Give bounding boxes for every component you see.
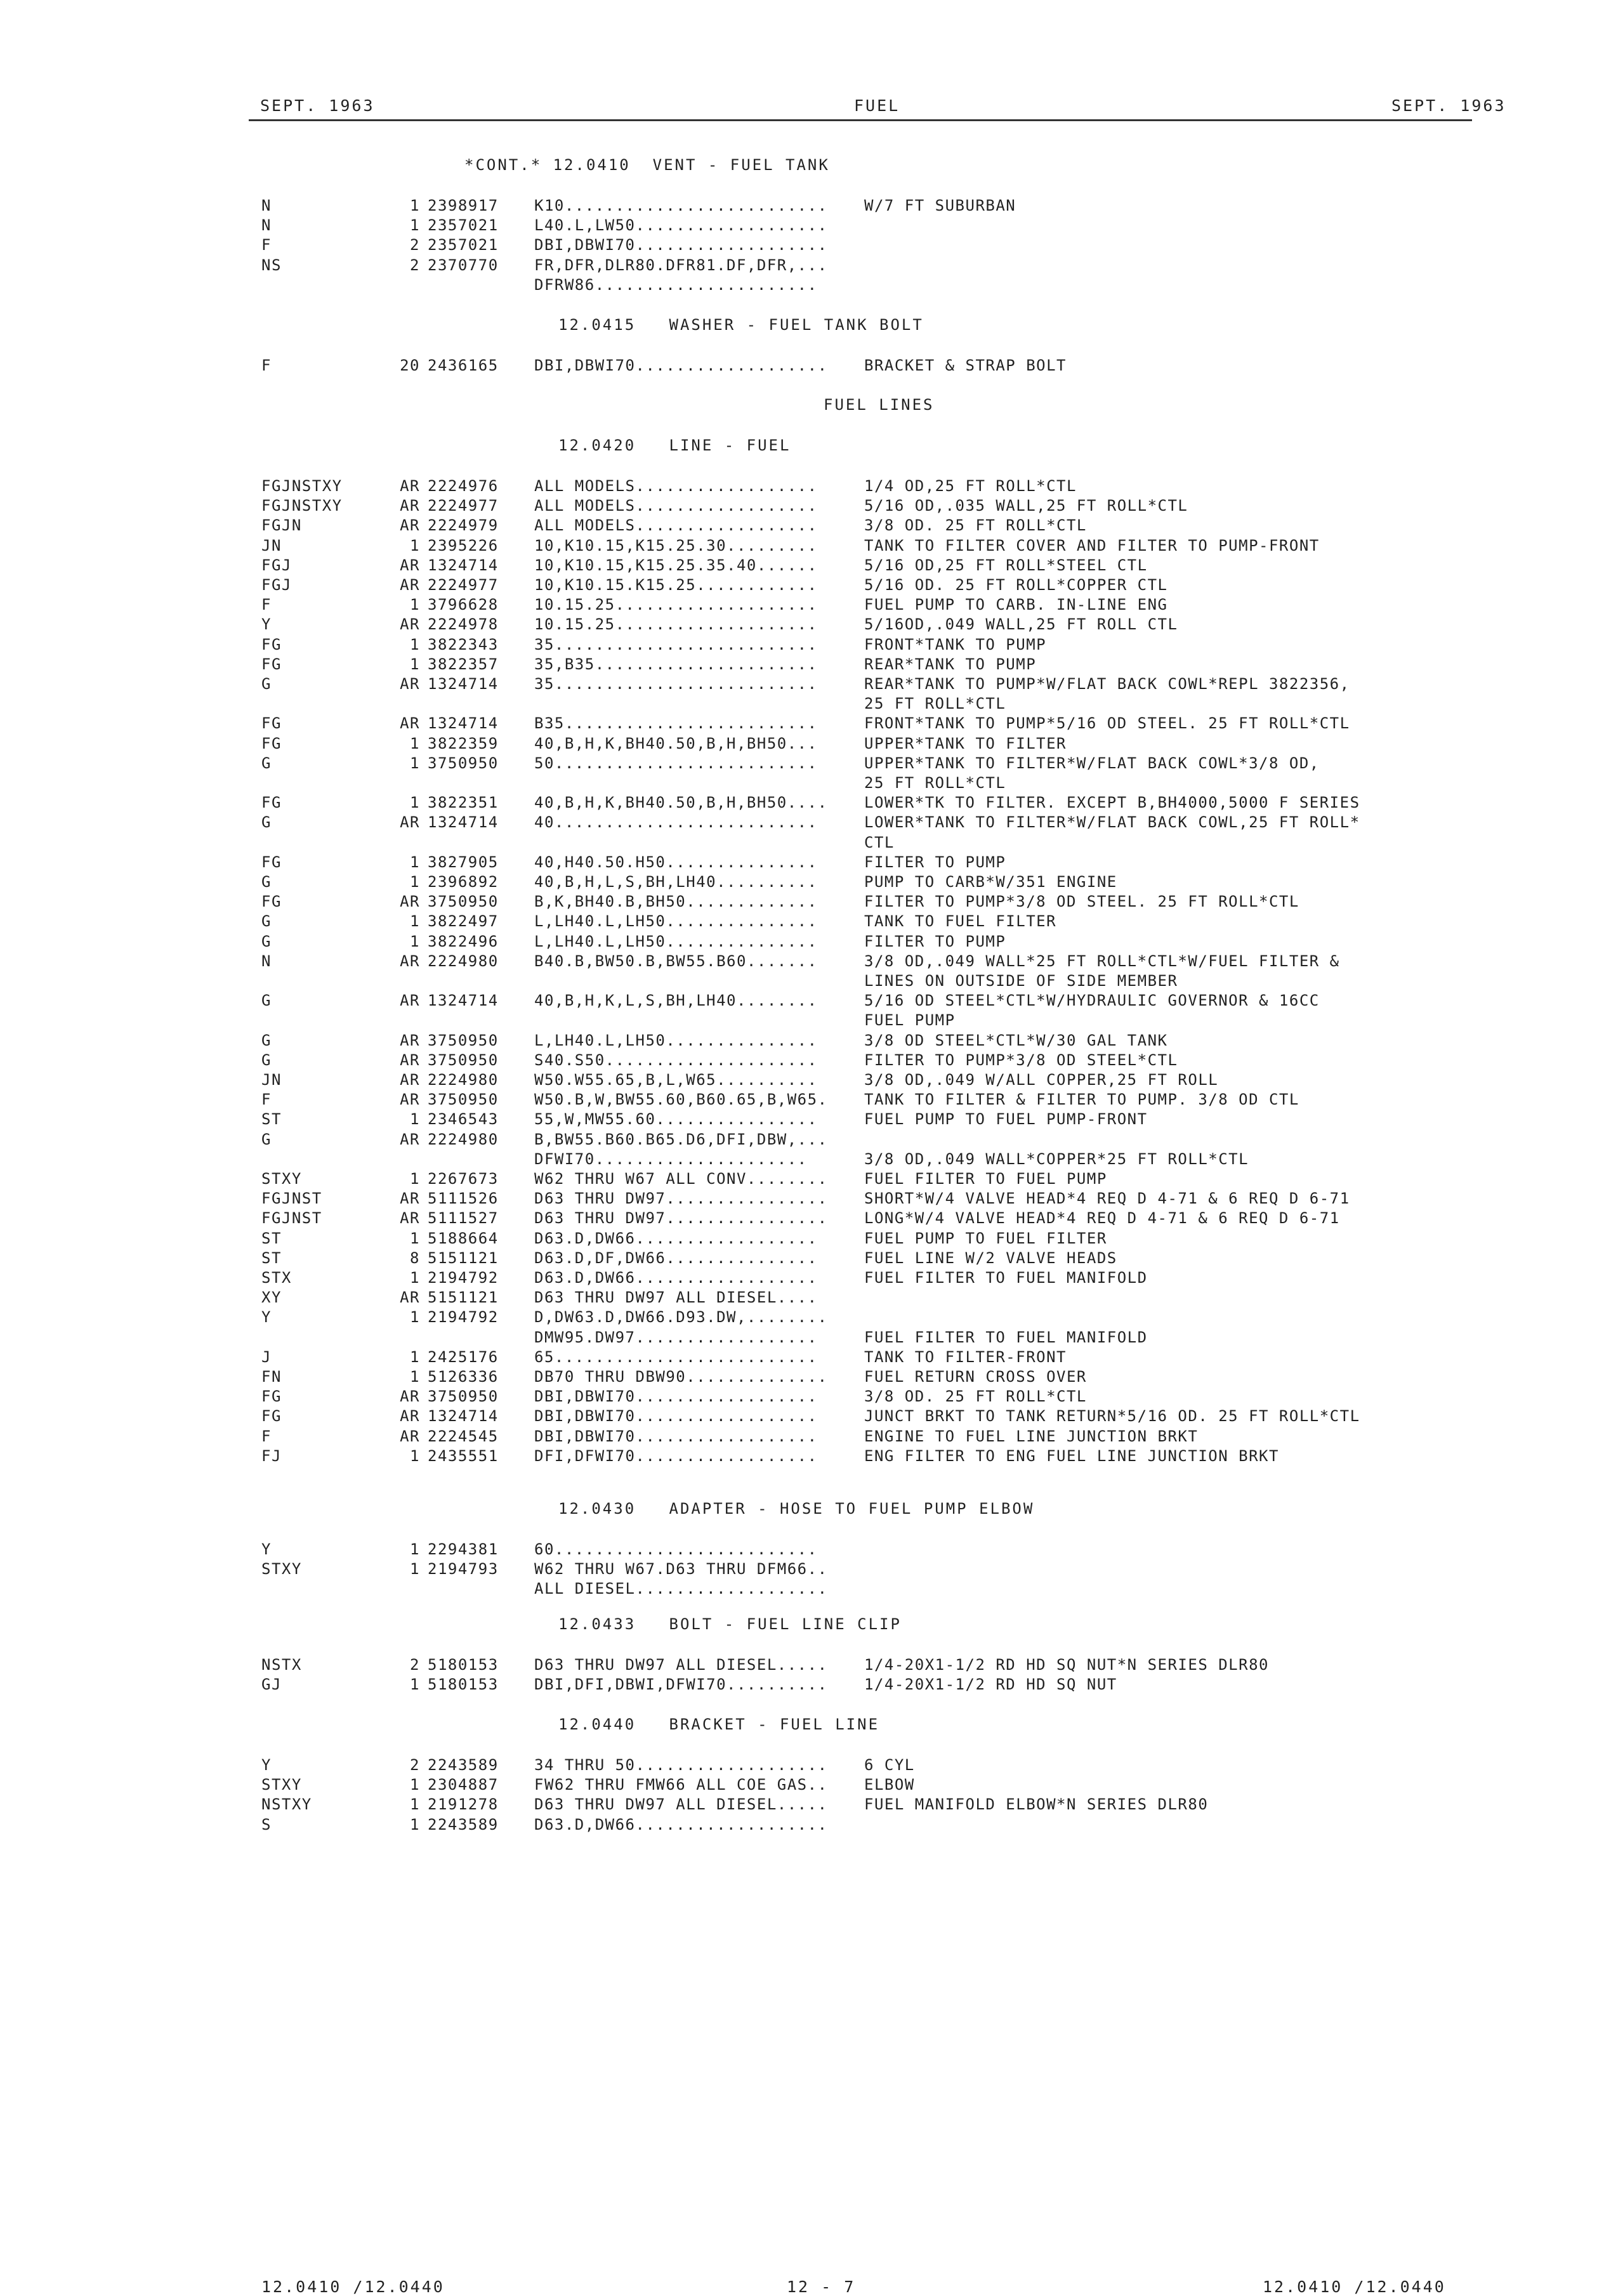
- series-code: Y: [261, 1540, 272, 1558]
- model-list: DBI,DBWI70...................: [534, 236, 828, 254]
- part-note: ENGINE TO FUEL LINE JUNCTION BRKT: [864, 1427, 1199, 1445]
- part-note: FUEL PUMP TO FUEL PUMP-FRONT: [864, 1110, 1148, 1129]
- part-note: FUEL MANIFOLD ELBOW*N SERIES DLR80: [864, 1795, 1209, 1814]
- part-number: 2346543: [428, 1110, 499, 1129]
- model-list: K10..........................: [534, 197, 828, 214]
- part-number: 2435551: [428, 1446, 499, 1465]
- series-code: STX: [261, 1269, 292, 1287]
- series-code: G: [261, 675, 272, 693]
- series-code: FGJ: [261, 556, 292, 574]
- series-code: N: [261, 952, 272, 970]
- part-number: 5180153: [428, 1656, 499, 1674]
- part-number: 3750950: [428, 1031, 499, 1049]
- quantity: 1: [410, 1815, 420, 1834]
- part-note: FUEL PUMP: [864, 1011, 956, 1030]
- series-code: FGJN: [261, 516, 302, 535]
- quantity: 1: [410, 873, 420, 891]
- part-note: ELBOW: [864, 1776, 915, 1794]
- header-rule: [249, 119, 1472, 121]
- part-number: 2224977: [428, 497, 499, 515]
- part-number: 5126336: [428, 1368, 499, 1386]
- part-note: TANK TO FILTER & FILTER TO PUMP. 3/8 OD CTL: [864, 1091, 1299, 1109]
- model-list: D63.D,DW66...................: [534, 1815, 828, 1834]
- part-number: 5151121: [428, 1249, 499, 1267]
- section-title: FUEL LINES: [824, 396, 935, 414]
- part-note: 3/8 OD STEEL*CTL*W/30 GAL TANK: [864, 1031, 1168, 1049]
- model-list: DB70 THRU DBW90..............: [534, 1368, 828, 1386]
- part-number: 5151121: [428, 1289, 499, 1307]
- part-number: 2425176: [428, 1348, 499, 1366]
- series-code: STXY: [261, 1170, 302, 1188]
- part-note: UPPER*TANK TO FILTER*W/FLAT BACK COWL*3/8 OD,: [864, 754, 1320, 772]
- part-note: CTL: [864, 833, 895, 851]
- quantity: 1: [410, 853, 420, 871]
- part-note: TANK TO FILTER-FRONT: [864, 1348, 1067, 1366]
- part-number: 2357021: [428, 216, 499, 235]
- quantity: AR: [400, 1387, 420, 1406]
- model-list: D,DW63.D,DW66.D93.DW,........: [534, 1308, 828, 1327]
- model-list: 40..........................: [534, 813, 818, 832]
- part-note: UPPER*TANK TO FILTER: [864, 734, 1067, 752]
- part-note: TANK TO FUEL FILTER: [864, 912, 1057, 931]
- model-list: 50..........................: [534, 754, 818, 772]
- model-list: FR,DFR,DLR80.DFR81.DF,DFR,...: [534, 256, 828, 274]
- series-code: FGJNST: [261, 1209, 322, 1228]
- part-note: 3/8 OD. 25 FT ROLL*CTL: [864, 516, 1087, 535]
- part-note: FUEL LINE W/2 VALVE HEADS: [864, 1249, 1117, 1267]
- quantity: 1: [410, 197, 420, 214]
- quantity: 1: [410, 1540, 420, 1558]
- model-list: W62 THRU W67.D63 THRU DFM66..: [534, 1560, 828, 1578]
- part-number: 1324714: [428, 714, 499, 733]
- part-number: 3750950: [428, 754, 499, 772]
- quantity: 1: [410, 1269, 420, 1287]
- series-code: FGJ: [261, 576, 292, 594]
- model-list: D63 THRU DW97................: [534, 1190, 828, 1208]
- part-note: FUEL PUMP TO CARB. IN-LINE ENG: [864, 596, 1168, 614]
- part-note: 5/16OD,.049 WALL,25 FT ROLL CTL: [864, 615, 1178, 634]
- footer-range-right: 12.0410 /12.0440: [1263, 2278, 1446, 2296]
- part-note: 3/8 OD,.049 WALL*25 FT ROLL*CTL*W/FUEL FILTER &: [864, 952, 1340, 970]
- part-number: 2398917: [428, 197, 499, 214]
- part-number: 2224545: [428, 1427, 499, 1445]
- series-code: Y: [261, 1308, 272, 1327]
- model-list: L,LH40.L,LH50...............: [534, 932, 818, 950]
- model-list: DBI,DBWI70..................: [534, 1387, 818, 1406]
- quantity: 1: [410, 1110, 420, 1129]
- series-code: G: [261, 992, 272, 1010]
- series-code: F: [261, 357, 272, 374]
- quantity: AR: [400, 893, 420, 911]
- part-number: 2294381: [428, 1540, 499, 1558]
- quantity: AR: [400, 1190, 420, 1208]
- part-note: 3/8 OD,.049 W/ALL COPPER,25 FT ROLL: [864, 1071, 1219, 1089]
- series-code: NSTXY: [261, 1795, 312, 1814]
- part-number: 3750950: [428, 1387, 499, 1406]
- model-list: 35,B35......................: [534, 655, 818, 673]
- part-note: FUEL FILTER TO FUEL MANIFOLD: [864, 1328, 1148, 1346]
- quantity: 1: [410, 655, 420, 673]
- footer-page-number: 12 - 7: [787, 2278, 856, 2296]
- part-note: 6 CYL: [864, 1756, 915, 1774]
- model-list: DMW95.DW97..................: [534, 1328, 818, 1346]
- model-list: 60..........................: [534, 1540, 818, 1558]
- section-title: 12.0415 WASHER - FUEL TANK BOLT: [558, 316, 924, 334]
- quantity: AR: [400, 1031, 420, 1049]
- part-note: 25 FT ROLL*CTL: [864, 695, 1006, 713]
- series-code: FGJNSTXY: [261, 477, 343, 495]
- quantity: AR: [400, 1130, 420, 1148]
- quantity: AR: [400, 1071, 420, 1089]
- quantity: AR: [400, 1289, 420, 1307]
- series-code: J: [261, 1348, 272, 1366]
- part-note: PUMP TO CARB*W/351 ENGINE: [864, 873, 1117, 891]
- part-note: 25 FT ROLL*CTL: [864, 774, 1006, 792]
- part-number: 2396892: [428, 873, 499, 891]
- section-title: 12.0430 ADAPTER - HOSE TO FUEL PUMP ELBOW: [558, 1500, 1035, 1518]
- part-number: 3827905: [428, 853, 499, 871]
- model-list: 55,W,MW55.60................: [534, 1110, 818, 1129]
- section-title: 12.0440 BRACKET - FUEL LINE: [558, 1715, 880, 1733]
- model-list: L,LH40.L,LH50...............: [534, 912, 818, 931]
- quantity: AR: [400, 497, 420, 515]
- part-number: 2243589: [428, 1815, 499, 1834]
- quantity: AR: [400, 992, 420, 1010]
- quantity: AR: [400, 615, 420, 634]
- part-number: 3750950: [428, 1051, 499, 1069]
- part-number: 3796628: [428, 596, 499, 614]
- model-list: 10,K10.15,K15.25.30.........: [534, 536, 818, 554]
- quantity: 2: [410, 1656, 420, 1674]
- part-note: ENG FILTER TO ENG FUEL LINE JUNCTION BRKT: [864, 1446, 1279, 1465]
- series-code: FG: [261, 893, 282, 911]
- model-list: L40.L,LW50...................: [534, 216, 828, 235]
- quantity: 1: [410, 1348, 420, 1366]
- section-title: *CONT.* 12.0410 VENT - FUEL TANK: [464, 156, 830, 174]
- part-note: 1/4 OD,25 FT ROLL*CTL: [864, 477, 1077, 495]
- series-code: FGJNSTXY: [261, 497, 343, 515]
- series-code: FG: [261, 1387, 282, 1406]
- part-number: 5188664: [428, 1229, 499, 1247]
- quantity: 1: [410, 912, 420, 931]
- series-code: FGJNST: [261, 1190, 322, 1208]
- model-list: DBI,DBWI70...................: [534, 357, 828, 374]
- part-note: 1/4-20X1-1/2 RD HD SQ NUT*N SERIES DLR80: [864, 1656, 1269, 1674]
- model-list: 34 THRU 50...................: [534, 1756, 828, 1774]
- quantity: 8: [410, 1249, 420, 1267]
- quantity: 1: [410, 932, 420, 950]
- part-number: 2243589: [428, 1756, 499, 1774]
- quantity: AR: [400, 714, 420, 733]
- quantity: 1: [410, 1446, 420, 1465]
- model-list: ALL MODELS..................: [534, 477, 818, 495]
- model-list: 10.15.25....................: [534, 596, 818, 614]
- series-code: G: [261, 912, 272, 931]
- series-code: N: [261, 197, 272, 214]
- series-code: ST: [261, 1229, 282, 1247]
- series-code: Y: [261, 615, 272, 634]
- part-number: 5180153: [428, 1676, 499, 1694]
- model-list: 10.15.25....................: [534, 615, 818, 634]
- model-list: ALL MODELS..................: [534, 497, 818, 515]
- quantity: AR: [400, 1427, 420, 1445]
- quantity: 1: [410, 596, 420, 614]
- series-code: FG: [261, 1407, 282, 1426]
- part-number: 5111527: [428, 1209, 499, 1228]
- part-note: FRONT*TANK TO PUMP: [864, 635, 1047, 653]
- model-list: 10,K10.15,K15.25.35.40......: [534, 556, 818, 574]
- part-note: 5/16 OD STEEL*CTL*W/HYDRAULIC GOVERNOR & 16CC: [864, 992, 1320, 1010]
- quantity: 1: [410, 1776, 420, 1794]
- model-list: DFRW86......................: [534, 275, 818, 294]
- model-list: D63.D,DF,DW66...............: [534, 1249, 818, 1267]
- part-note: 3/8 OD. 25 FT ROLL*CTL: [864, 1387, 1087, 1406]
- part-number: 2224978: [428, 615, 499, 634]
- section-title: 12.0433 BOLT - FUEL LINE CLIP: [558, 1615, 902, 1633]
- footer-range-left: 12.0410 /12.0440: [261, 2278, 445, 2296]
- part-number: 1324714: [428, 675, 499, 693]
- series-code: FG: [261, 794, 282, 812]
- part-number: 2224979: [428, 516, 499, 535]
- part-number: 2304887: [428, 1776, 499, 1794]
- series-code: FG: [261, 714, 282, 733]
- header-date-left: SEPT. 1963: [260, 96, 375, 115]
- part-note: FUEL RETURN CROSS OVER: [864, 1368, 1087, 1386]
- quantity: AR: [400, 1091, 420, 1109]
- part-number: 2395226: [428, 536, 499, 554]
- quantity: AR: [400, 675, 420, 693]
- quantity: 1: [410, 1676, 420, 1694]
- part-number: 5111526: [428, 1190, 499, 1208]
- model-list: DFI,DFWI70..................: [534, 1446, 818, 1465]
- part-note: BRACKET & STRAP BOLT: [864, 357, 1067, 374]
- series-code: G: [261, 813, 272, 832]
- series-code: STXY: [261, 1776, 302, 1794]
- part-number: 2370770: [428, 256, 499, 274]
- model-list: W50.W55.65,B,L,W65..........: [534, 1071, 818, 1089]
- part-number: 2191278: [428, 1795, 499, 1814]
- model-list: ALL MODELS..................: [534, 516, 818, 535]
- part-note: LOWER*TANK TO FILTER*W/FLAT BACK COWL,25 FT ROLL*: [864, 813, 1360, 832]
- part-note: FUEL FILTER TO FUEL MANIFOLD: [864, 1269, 1148, 1287]
- part-number: 1324714: [428, 556, 499, 574]
- part-number: 2194792: [428, 1308, 499, 1327]
- model-list: 35..........................: [534, 635, 818, 653]
- series-code: G: [261, 754, 272, 772]
- series-code: F: [261, 1091, 272, 1109]
- model-list: B40.B,BW50.B,BW55.B60.......: [534, 952, 818, 970]
- model-list: D63 THRU DW97 ALL DIESEL....: [534, 1289, 818, 1307]
- model-list: B35.........................: [534, 714, 818, 733]
- model-list: DFWI70.....................: [534, 1150, 808, 1168]
- model-list: L,LH40.L,LH50...............: [534, 1031, 818, 1049]
- model-list: B,K,BH40.B,BH50.............: [534, 893, 818, 911]
- model-list: 40,B,H,K,BH40.50,B,H,BH50...: [534, 734, 818, 752]
- model-list: DBI,DBWI70..................: [534, 1427, 818, 1445]
- series-code: GJ: [261, 1676, 282, 1694]
- quantity: 1: [410, 536, 420, 554]
- part-note: 3/8 OD,.049 WALL*COPPER*25 FT ROLL*CTL: [864, 1150, 1249, 1168]
- quantity: AR: [400, 1209, 420, 1228]
- series-code: G: [261, 1031, 272, 1049]
- quantity: 2: [410, 256, 420, 274]
- model-list: DBI,DFI,DBWI,DFWI70..........: [534, 1676, 828, 1694]
- model-list: FW62 THRU FMW66 ALL COE GAS..: [534, 1776, 828, 1794]
- part-number: 2194792: [428, 1269, 499, 1287]
- part-number: 3822343: [428, 635, 499, 653]
- part-number: 3750950: [428, 1091, 499, 1109]
- quantity: AR: [400, 516, 420, 535]
- series-code: G: [261, 1051, 272, 1069]
- part-number: 3822359: [428, 734, 499, 752]
- part-number: 2267673: [428, 1170, 499, 1188]
- quantity: 1: [410, 754, 420, 772]
- series-code: ST: [261, 1110, 282, 1129]
- part-note: W/7 FT SUBURBAN: [864, 197, 1016, 214]
- part-number: 3750950: [428, 893, 499, 911]
- part-note: FUEL FILTER TO FUEL PUMP: [864, 1170, 1107, 1188]
- part-number: 2436165: [428, 357, 499, 374]
- part-number: 2224980: [428, 1071, 499, 1089]
- quantity: AR: [400, 1051, 420, 1069]
- series-code: JN: [261, 1071, 282, 1089]
- part-note: FILTER TO PUMP*3/8 OD STEEL*CTL: [864, 1051, 1178, 1069]
- model-list: 35..........................: [534, 675, 818, 693]
- quantity: AR: [400, 813, 420, 832]
- part-note: 1/4-20X1-1/2 RD HD SQ NUT: [864, 1676, 1117, 1694]
- series-code: NS: [261, 256, 282, 274]
- series-code: G: [261, 1130, 272, 1148]
- quantity: AR: [400, 477, 420, 495]
- quantity: 1: [410, 1229, 420, 1247]
- part-number: 3822351: [428, 794, 499, 812]
- model-list: 40,B,H,K,L,S,BH,LH40........: [534, 992, 818, 1010]
- section-title: 12.0420 LINE - FUEL: [558, 436, 791, 454]
- model-list: D63 THRU DW97................: [534, 1209, 828, 1228]
- model-list: 40,B,H,L,S,BH,LH40..........: [534, 873, 818, 891]
- series-code: NSTX: [261, 1656, 302, 1674]
- part-note: FILTER TO PUMP: [864, 853, 1006, 871]
- series-code: S: [261, 1815, 272, 1834]
- series-code: N: [261, 216, 272, 235]
- quantity: 1: [410, 1560, 420, 1578]
- part-number: 1324714: [428, 992, 499, 1010]
- series-code: FG: [261, 635, 282, 653]
- part-number: 3822496: [428, 932, 499, 950]
- series-code: Y: [261, 1756, 272, 1774]
- model-list: 65..........................: [534, 1348, 818, 1366]
- quantity: 1: [410, 794, 420, 812]
- part-number: 2224980: [428, 1130, 499, 1148]
- model-list: D63 THRU DW97 ALL DIESEL.....: [534, 1795, 828, 1814]
- part-note: FUEL PUMP TO FUEL FILTER: [864, 1229, 1107, 1247]
- quantity: 2: [410, 1756, 420, 1774]
- series-code: STXY: [261, 1560, 302, 1578]
- part-number: 3822357: [428, 655, 499, 673]
- series-code: G: [261, 932, 272, 950]
- series-code: G: [261, 873, 272, 891]
- part-note: JUNCT BRKT TO TANK RETURN*5/16 OD. 25 FT ROLL*CTL: [864, 1407, 1360, 1426]
- part-note: LOWER*TK TO FILTER. EXCEPT B,BH4000,5000 F SERIES: [864, 794, 1360, 812]
- quantity: 20: [400, 357, 420, 374]
- model-list: 40,H40.50.H50...............: [534, 853, 818, 871]
- part-note: FILTER TO PUMP*3/8 OD STEEL. 25 FT ROLL*CTL: [864, 893, 1299, 911]
- quantity: AR: [400, 952, 420, 970]
- header-date-right: SEPT. 1963: [1391, 96, 1506, 115]
- quantity: 1: [410, 1795, 420, 1814]
- quantity: 1: [410, 1308, 420, 1327]
- series-code: FG: [261, 853, 282, 871]
- model-list: DBI,DBWI70..................: [534, 1407, 818, 1426]
- part-number: 2224977: [428, 576, 499, 594]
- quantity: 1: [410, 1170, 420, 1188]
- model-list: D63 THRU DW97 ALL DIESEL.....: [534, 1656, 828, 1674]
- part-number: 3822497: [428, 912, 499, 931]
- quantity: 1: [410, 635, 420, 653]
- quantity: 1: [410, 1368, 420, 1386]
- model-list: D63.D,DW66..................: [534, 1269, 818, 1287]
- quantity: 1: [410, 216, 420, 235]
- quantity: 1: [410, 734, 420, 752]
- model-list: W62 THRU W67 ALL CONV........: [534, 1170, 828, 1188]
- part-note: TANK TO FILTER COVER AND FILTER TO PUMP-FRONT: [864, 536, 1320, 554]
- part-number: 1324714: [428, 813, 499, 832]
- part-note: SHORT*W/4 VALVE HEAD*4 REQ D 4-71 & 6 REQ D 6-71: [864, 1190, 1350, 1208]
- part-note: 5/16 OD. 25 FT ROLL*COPPER CTL: [864, 576, 1168, 594]
- part-note: LONG*W/4 VALVE HEAD*4 REQ D 4-71 & 6 REQ D 6-71: [864, 1209, 1340, 1228]
- series-code: FG: [261, 734, 282, 752]
- series-code: JN: [261, 536, 282, 554]
- quantity: AR: [400, 576, 420, 594]
- model-list: B,BW55.B60.B65.D6,DFI,DBW,...: [534, 1130, 828, 1148]
- header-section-title: FUEL: [854, 96, 900, 115]
- series-code: F: [261, 596, 272, 614]
- part-number: 2224976: [428, 477, 499, 495]
- series-code: FG: [261, 655, 282, 673]
- model-list: D63.D,DW66..................: [534, 1229, 818, 1247]
- part-note: FILTER TO PUMP: [864, 932, 1006, 950]
- model-list: S40.S50.....................: [534, 1051, 818, 1069]
- model-list: W50.B,W,BW55.60,B60.65,B,W65.: [534, 1091, 828, 1109]
- quantity: 2: [410, 236, 420, 254]
- model-list: 10,K10.15.K15.25............: [534, 576, 818, 594]
- part-number: 2194793: [428, 1560, 499, 1578]
- part-note: 5/16 OD,25 FT ROLL*STEEL CTL: [864, 556, 1148, 574]
- model-list: ALL DIESEL...................: [534, 1580, 828, 1598]
- part-note: REAR*TANK TO PUMP*W/FLAT BACK COWL*REPL 3822356,: [864, 675, 1350, 693]
- quantity: AR: [400, 1407, 420, 1426]
- part-note: LINES ON OUTSIDE OF SIDE MEMBER: [864, 972, 1178, 990]
- series-code: FJ: [261, 1446, 282, 1465]
- part-note: 5/16 OD,.035 WALL,25 FT ROLL*CTL: [864, 497, 1188, 515]
- part-number: 2357021: [428, 236, 499, 254]
- part-note: FRONT*TANK TO PUMP*5/16 OD STEEL. 25 FT ROLL*CTL: [864, 714, 1350, 733]
- series-code: XY: [261, 1289, 282, 1307]
- series-code: F: [261, 236, 272, 254]
- series-code: FN: [261, 1368, 282, 1386]
- series-code: ST: [261, 1249, 282, 1267]
- model-list: 40,B,H,K,BH40.50,B,H,BH50....: [534, 794, 828, 812]
- part-number: 2224980: [428, 952, 499, 970]
- quantity: AR: [400, 556, 420, 574]
- part-number: 1324714: [428, 1407, 499, 1426]
- part-note: REAR*TANK TO PUMP: [864, 655, 1037, 673]
- series-code: F: [261, 1427, 272, 1445]
